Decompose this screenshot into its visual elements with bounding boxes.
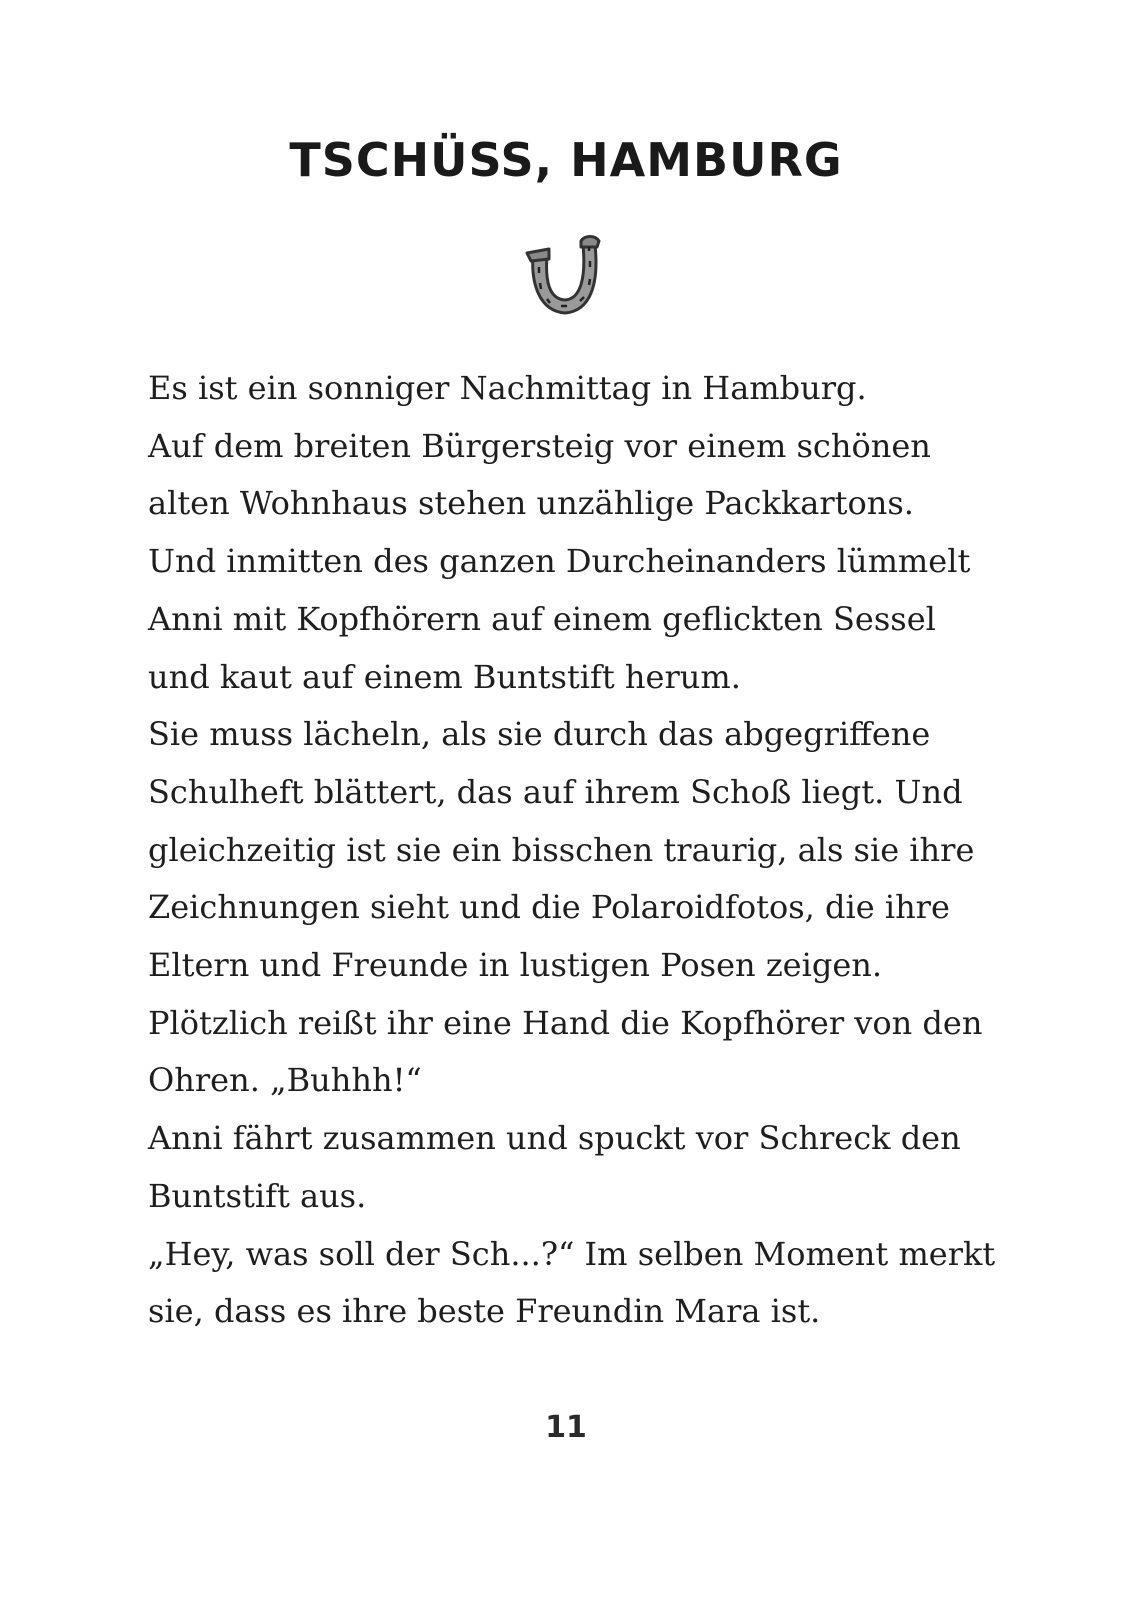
text-line: Sie muss lächeln, als sie durch das abgegriffene <box>148 715 931 754</box>
text-line: „Hey, was soll der Sch...?“ Im selben Moment merkt <box>148 1234 996 1273</box>
text-line: Es ist ein sonniger Nachmittag in Hamburg. <box>148 369 867 407</box>
text-line: Ohren. „Buhhh!“ <box>148 1061 422 1100</box>
chapter-body-text <box>148 360 1008 1341</box>
text-line: Auf dem breiten Bürgersteig vor einem schönen <box>148 426 931 465</box>
page-number: 11 <box>545 1410 587 1445</box>
text-line: Zeichnungen sieht und die Polaroidfotos, die ihre <box>148 888 950 927</box>
text-line: alten Wohnhaus stehen unzählige Packkartons. <box>148 484 914 523</box>
text-line: Und inmitten des ganzen Durcheinanders lümmelt <box>148 542 971 581</box>
horseshoe-icon <box>525 233 605 318</box>
text-line: Anni mit Kopfhörern auf einem geflickten Sessel <box>148 599 936 638</box>
text-line: Plötzlich reißt ihr eine Hand die Kopfhörer von den <box>148 1003 983 1042</box>
text-line: gleichzeitig ist sie ein bisschen traurig, als sie ihre <box>148 830 975 869</box>
text-line: Anni fährt zusammen und spuckt vor Schreck den <box>148 1119 961 1158</box>
text-line: Buntstift aus. <box>148 1176 367 1215</box>
text-line: und kaut auf einem Buntstift herum. <box>148 657 741 696</box>
text-line: Schulheft blättert, das auf ihrem Schoß liegt. Und <box>148 772 963 811</box>
chapter-title: TSCHÜSS, HAMBURG <box>289 133 843 187</box>
text-line: Eltern und Freunde in lustigen Posen zeigen. <box>148 946 883 985</box>
text-line: sie, dass es ihre beste Freundin Mara ist. <box>148 1292 821 1331</box>
